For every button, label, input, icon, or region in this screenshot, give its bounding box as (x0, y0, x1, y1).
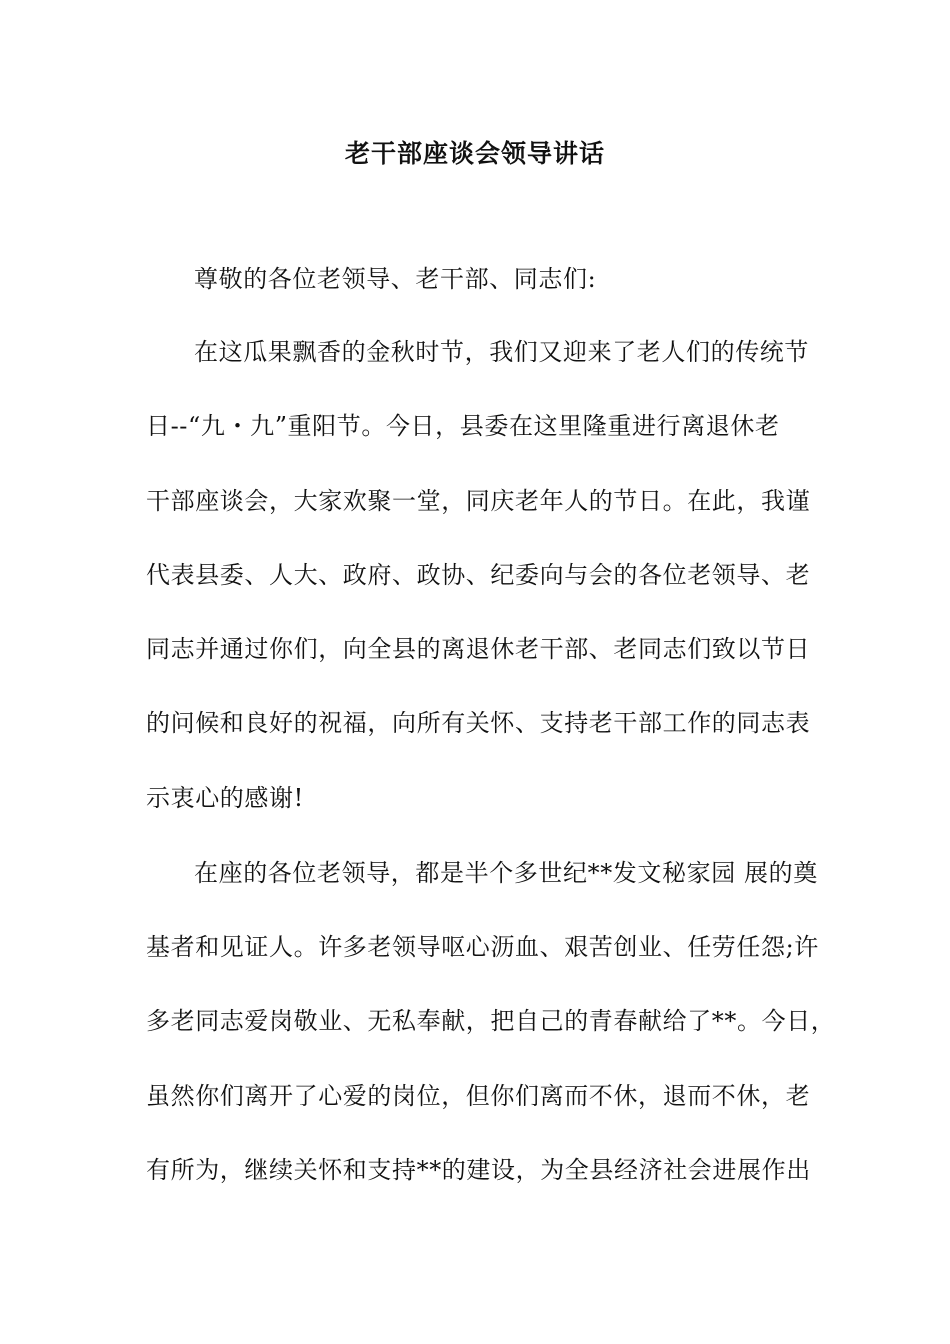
body-line: 在这瓜果飘香的金秋时节，我们又迎来了老人们的传统节 (194, 338, 809, 366)
document-title: 老干部座谈会领导讲话 (344, 139, 605, 168)
salutation-line: 尊敬的各位老领导、老干部、同志们: (194, 265, 597, 293)
body-line: 干部座谈会，大家欢聚一堂，同庆老年人的节日。在此，我谨 (146, 487, 811, 515)
body-line: 的问候和良好的祝福，向所有关怀、支持老干部工作的同志表 (146, 709, 811, 737)
body-line: 多老同志爱岗敬业、无私奉献，把自己的青春献给了**。今日， (146, 1007, 836, 1035)
body-line: 基者和见证人。许多老领导呕心沥血、艰苦创业、任劳任怨;许 (146, 933, 819, 961)
body-line: 代表县委、人大、政府、政协、纪委向与会的各位老领导、老 (146, 561, 811, 589)
body-line: 示衷心的感谢! (146, 784, 304, 812)
body-line: 有所为，继续关怀和支持**的建设，为全县经济社会进展作出 (146, 1156, 811, 1184)
body-line: 日--“九・九”重阳节。今日，县委在这里隆重进行离退休老 (146, 412, 780, 440)
body-line: 虽然你们离开了心爱的岗位，但你们离而不休，退而不休，老 (146, 1082, 811, 1110)
body-line: 同志并通过你们，向全县的离退休老干部、老同志们致以节日 (146, 635, 811, 663)
body-line: 在座的各位老领导，都是半个多世纪**发文秘家园 展的奠 (194, 859, 818, 887)
